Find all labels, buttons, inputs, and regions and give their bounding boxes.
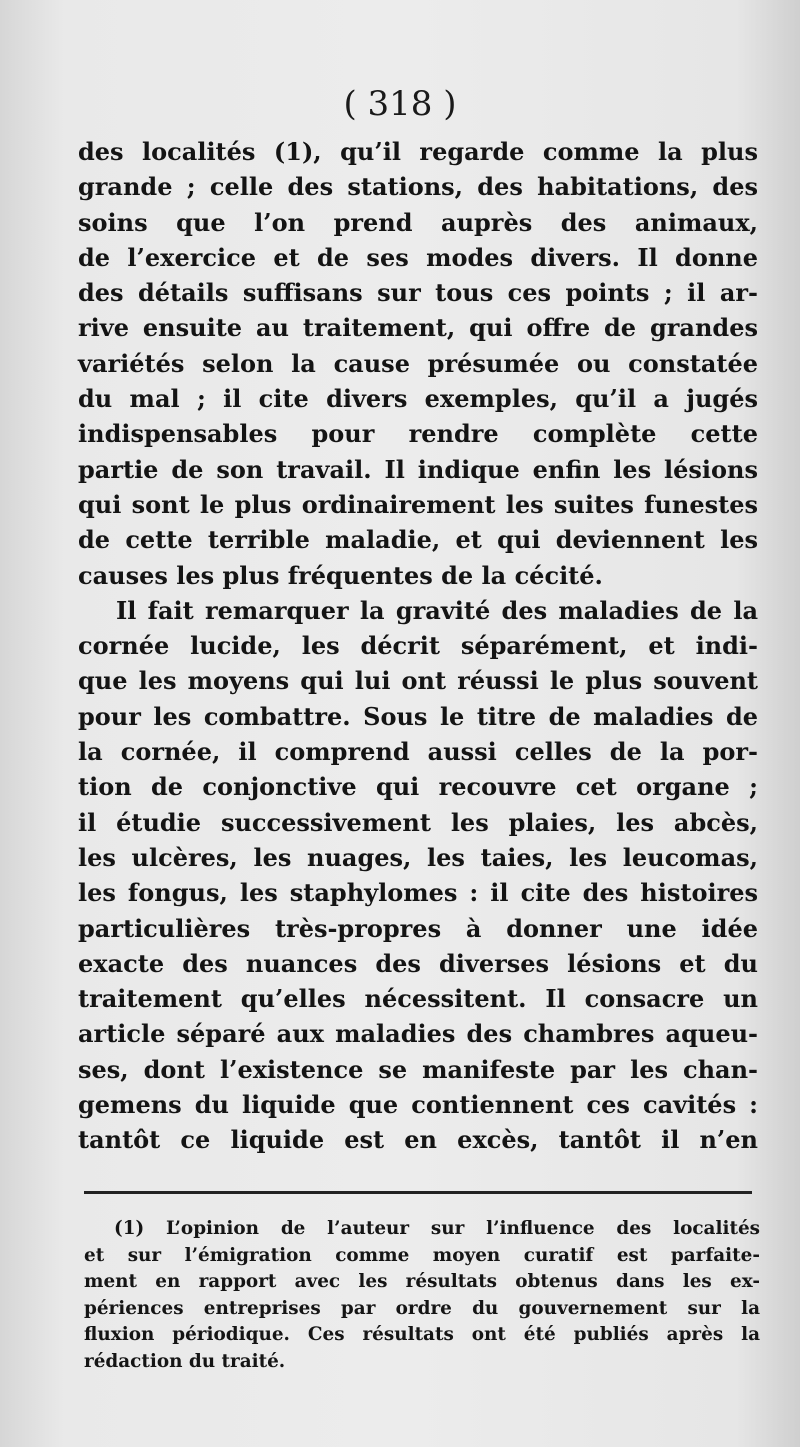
footnote-line: fluxion périodique. Ces résultats ont été publiés après la <box>84 1324 760 1346</box>
body-line: il étudie successivement les plaies, les abcès, <box>78 807 758 837</box>
body-line: article séparé aux maladies des chambres aqueu- <box>78 1019 758 1049</box>
page-number: ( 318 ) <box>343 84 457 124</box>
body-line: indispensables pour rendre complète cette <box>78 419 758 449</box>
body-line: les ulcères, les nuages, les taies, les leucomas, <box>78 842 758 872</box>
body-line: tantôt ce liquide est en excès, tantôt il n’en <box>78 1125 758 1155</box>
body-line: de cette terrible maladie, et qui deviennent les <box>78 525 758 555</box>
body-line: soins que l’on prend auprès des animaux, <box>78 207 758 237</box>
footnote-line: ment en rapport avec les résultats obtenus dans les ex- <box>84 1271 760 1293</box>
body-line: qui sont le plus ordinairement les suites funestes <box>78 489 758 519</box>
body-line: traitement qu’elles nécessitent. Il consacre un <box>78 984 758 1014</box>
body-line: cornée lucide, les décrit séparément, et indi- <box>78 631 758 661</box>
footnote-line: et sur l’émigration comme moyen curatif est parfaite- <box>84 1244 760 1266</box>
body-line: des détails suffisans sur tous ces points ; il ar- <box>78 278 758 308</box>
paragraph-end-line: causes les plus fréquentes de la cécité. <box>78 560 603 590</box>
body-line: grande ; celle des stations, des habitations, des <box>78 172 758 202</box>
body-line: de l’exercice et de ses modes divers. Il donne <box>78 242 758 272</box>
body-line: du mal ; il cite divers exemples, qu’il a jugés <box>78 384 758 414</box>
body-line: des localités (1), qu’il regarde comme la plus <box>78 137 758 166</box>
body-line: les fongus, les staphylomes : il cite des histoires <box>78 878 758 908</box>
footnote <box>84 1216 760 1376</box>
footnote-divider <box>84 1191 752 1194</box>
footnote-line: périences entreprises par ordre du gouvernement sur la <box>84 1297 760 1319</box>
paragraph-start-line: Il fait remarquer la gravité des maladies de la <box>116 595 758 625</box>
body-line: pour les combattre. Sous le titre de maladies de <box>78 701 758 731</box>
body-line: ses, dont l’existence se manifeste par les chan- <box>78 1054 758 1084</box>
footnote-line: (1) L’opinion de l’auteur sur l’influence des localités <box>114 1218 760 1239</box>
footnote-line: rédaction du traité. <box>84 1350 286 1372</box>
body-line: particulières très-propres à donner une idée <box>78 913 758 943</box>
body-line: tion de conjonctive qui recouvre cet organe ; <box>78 772 758 802</box>
body-line: variétés selon la cause présumée ou constatée <box>78 348 758 378</box>
body-text <box>78 134 758 1158</box>
body-line: que les moyens qui lui ont réussi le plus souvent <box>78 666 758 696</box>
body-line: la cornée, il comprend aussi celles de la por- <box>78 737 758 767</box>
body-line: partie de son travail. Il indique enfin les lésions <box>78 454 758 484</box>
body-line: exacte des nuances des diverses lésions et du <box>78 948 758 978</box>
body-line: rive ensuite au traitement, qui offre de grandes <box>78 313 758 343</box>
body-line: gemens du liquide que contiennent ces cavités : <box>78 1090 758 1120</box>
